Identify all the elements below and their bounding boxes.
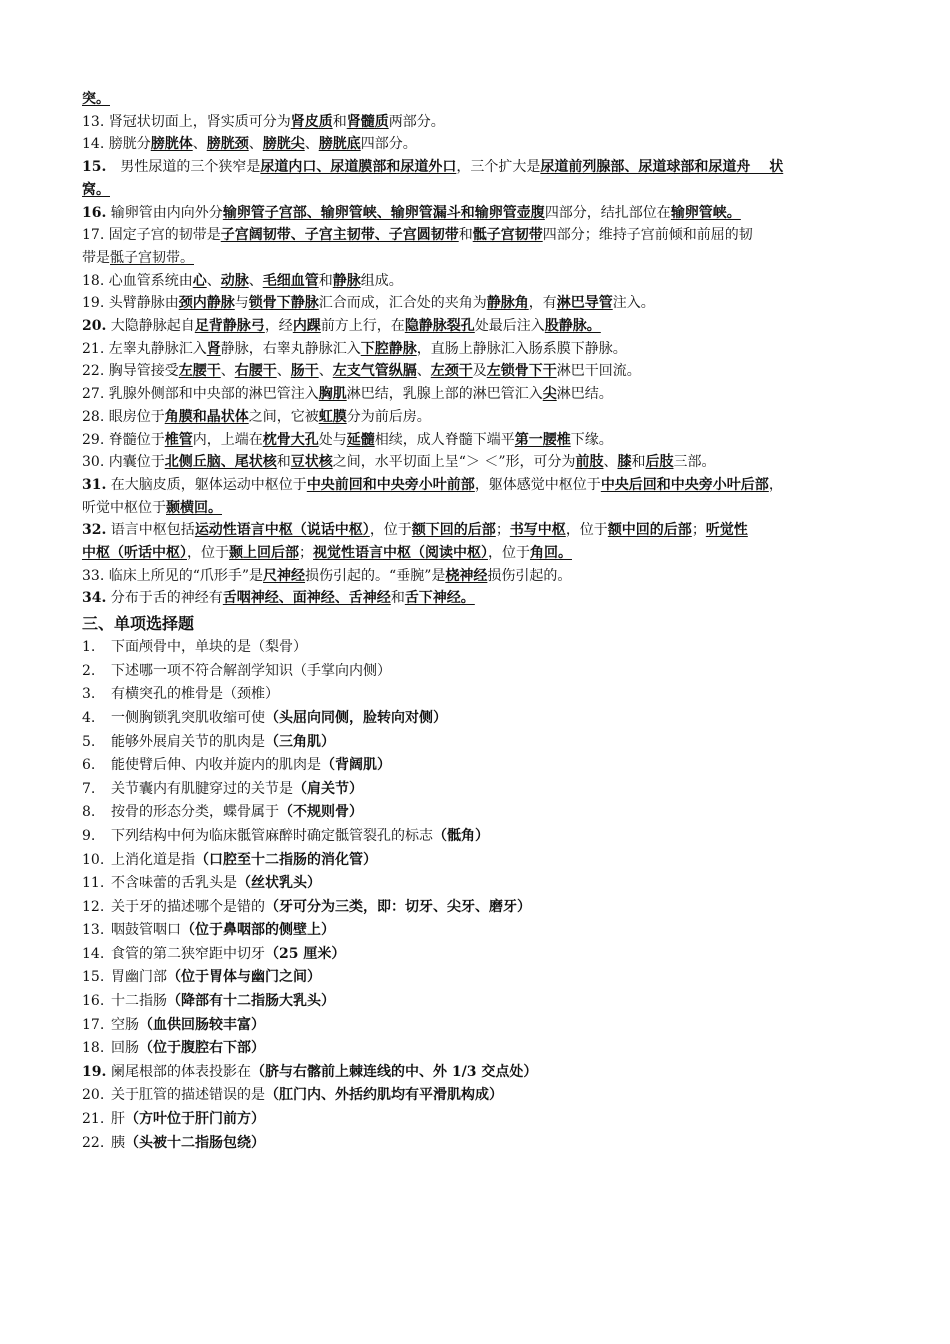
- line-text: 13. 肾冠状切面上，肾实质可分为: [82, 113, 291, 130]
- answer-text: 毛细血管: [262, 272, 319, 289]
- answer-text: 颞上回后部: [229, 545, 299, 562]
- answer-text: 尺神经: [263, 567, 306, 584]
- line-text: 带是: [82, 249, 110, 266]
- line-text: ，位于: [369, 522, 412, 539]
- line-text: 、: [416, 363, 431, 380]
- question-number: 12.: [82, 898, 105, 915]
- answer-text: 角回。: [530, 545, 572, 562]
- answer-text: 延髓: [346, 431, 375, 448]
- line-text: 32.: [82, 522, 107, 539]
- question-answer: （位于胃体与幽门之间）: [167, 969, 321, 986]
- line-text: 之间，水平切面上呈“＞ ＜”形，可分为: [332, 454, 576, 471]
- answer-text: 肾髓质: [346, 113, 389, 130]
- answer-text: 胸肌: [318, 386, 347, 403]
- question-text: 上消化道是指: [111, 851, 195, 868]
- choice-section: [82, 636, 872, 1155]
- question-body: [111, 825, 489, 849]
- question-body: [111, 1014, 265, 1038]
- line-text: 、: [603, 454, 618, 471]
- line-text: 、: [276, 363, 291, 380]
- question-number: 2.: [82, 662, 96, 679]
- answer-text: 额中回的后部: [607, 522, 692, 539]
- line-text: ，: [768, 476, 783, 493]
- answer-text: 锁骨下静脉: [248, 295, 319, 312]
- text-line: [82, 360, 872, 383]
- answer-text: 额下回的后部: [411, 522, 496, 539]
- question-number: 22.: [82, 1134, 105, 1151]
- answer-text: 前肢: [575, 454, 604, 471]
- text-line: [82, 292, 872, 315]
- question-number: 16.: [82, 993, 105, 1010]
- question-text: 关于肛管的描述错误的是: [111, 1087, 265, 1104]
- text-line: [82, 156, 872, 179]
- line-text: 下缘。: [570, 431, 613, 448]
- question-item: [82, 966, 872, 990]
- answer-text: 肾: [206, 340, 221, 357]
- question-number: 7.: [82, 780, 96, 797]
- question-answer: （背阔肌）: [321, 757, 391, 774]
- line-text: 男性尿道的三个狭窄是: [106, 159, 261, 176]
- line-text: 、: [220, 363, 235, 380]
- answer-text: 尿道前列腺部、尿道球部和尿道舟 状: [540, 159, 784, 176]
- question-number: 20.: [82, 1087, 105, 1104]
- answer-text: 尿道内口、尿道膜部和尿道外口: [260, 159, 457, 176]
- line-text: 和: [318, 272, 333, 289]
- answer-text: 舌咽神经、面神经、舌神经: [222, 590, 391, 607]
- answer-text: 第一腰椎: [514, 431, 571, 448]
- line-text: 29. 脊髓位于: [82, 431, 165, 448]
- answer-text: 输卵管子宫部、输卵管峡、输卵管漏斗和输卵管壶腹: [222, 204, 545, 221]
- question-answer: （肩关节）: [293, 780, 363, 797]
- question-text: 下列结构中何为临床骶管麻醉时确定骶管裂孔的标志: [111, 827, 433, 844]
- answer-text: 膝: [617, 454, 632, 471]
- answer-text: 左支气管纵膈: [332, 363, 417, 380]
- line-text: 14. 膀胱分: [82, 136, 151, 153]
- question-text: 一侧胸锁乳突肌收缩可使: [111, 709, 265, 726]
- question-body: [111, 943, 345, 967]
- question-number: 9.: [82, 827, 96, 844]
- question-number: 6.: [82, 757, 96, 774]
- question-text: 阑尾根部的体表投影在: [111, 1063, 251, 1080]
- question-answer: （口腔至十二指肠的消化管）: [195, 851, 377, 868]
- document-page: [82, 88, 872, 1155]
- question-text: 能使臂后伸、内收并旋内的肌肉是: [111, 757, 321, 774]
- text-line: [82, 406, 872, 429]
- line-text: 内，上端在: [192, 431, 263, 448]
- answer-text: 中央后回和中央旁小叶后部: [600, 476, 769, 493]
- text-line: [82, 224, 872, 247]
- question-item: [82, 1061, 872, 1085]
- question-text: 能够外展肩关节的肌肉是: [111, 733, 265, 750]
- question-answer: （梨骨）: [251, 639, 307, 656]
- line-text: 汇合而成，汇合处的夹角为: [318, 295, 487, 312]
- answer-text: 听觉性: [705, 522, 748, 539]
- line-text: 22. 胸导管接受: [82, 363, 179, 380]
- answer-text: 中央前回和中央旁小叶前部: [306, 476, 475, 493]
- line-text: 17. 固定子宫的韧带是: [82, 227, 221, 244]
- question-answer: （方叶位于肝门前方）: [125, 1111, 265, 1128]
- answer-text: 隐静脉裂孔: [404, 318, 475, 335]
- question-answer: （三角肌）: [265, 733, 335, 750]
- question-body: [111, 1132, 265, 1156]
- line-text: 大隐静脉起自: [106, 318, 195, 335]
- line-text: 16.: [82, 204, 107, 221]
- line-text: 、: [248, 136, 263, 153]
- line-text: 分布于舌的神经有: [106, 590, 223, 607]
- question-number: 21.: [82, 1111, 105, 1128]
- answer-text: 膀胱体: [150, 136, 193, 153]
- line-text: 淋巴结，乳腺上部的淋巴管汇入: [346, 386, 543, 403]
- answer-text: 豆状核: [290, 454, 333, 471]
- question-body: [111, 1037, 265, 1061]
- question-text: 回肠: [111, 1040, 139, 1057]
- text-line: [82, 497, 872, 520]
- text-line: [82, 519, 872, 542]
- line-text: 注入。: [612, 295, 655, 312]
- answer-text: 肠干: [290, 363, 319, 380]
- question-body: [111, 849, 377, 873]
- question-text: 空肠: [111, 1016, 139, 1033]
- line-text: 31.: [82, 476, 107, 493]
- question-text: 食管的第二狭窄距中切牙: [111, 945, 265, 962]
- text-line: [82, 270, 872, 293]
- line-text: 两部分。: [388, 113, 445, 130]
- question-answer: （降部有十二指肠大乳头）: [167, 993, 335, 1010]
- line-text: 处最后注入: [474, 318, 545, 335]
- answer-text: 膀胱颈: [206, 136, 249, 153]
- line-text: 30. 内囊位于: [82, 454, 165, 471]
- text-line: [82, 202, 872, 225]
- answer-text: 足背静脉弓: [194, 318, 265, 335]
- answer-text: 书写中枢: [509, 522, 566, 539]
- line-text: ，经: [264, 318, 293, 335]
- question-text: 咽鼓管咽口: [111, 922, 181, 939]
- line-text: 三部。: [673, 454, 716, 471]
- fill-in-section: [82, 88, 872, 610]
- line-text: 、: [318, 363, 333, 380]
- question-text: 下面颅骨中，单块的是: [111, 639, 251, 656]
- line-text: 和: [631, 454, 646, 471]
- question-answer: （肛门内、外括约肌均有平滑肌构成）: [265, 1087, 503, 1104]
- question-text: 胰: [111, 1134, 125, 1151]
- answer-text: 右腰干: [234, 363, 277, 380]
- answer-text: 膀胱尖: [262, 136, 305, 153]
- answer-text: 左腰干: [178, 363, 221, 380]
- question-answer: （位于鼻咽部的侧壁上）: [181, 922, 335, 939]
- question-number: 8.: [82, 804, 96, 821]
- question-number: 5.: [82, 733, 96, 750]
- answer-text: 静脉角: [486, 295, 529, 312]
- line-text: 淋巴结。: [556, 386, 613, 403]
- text-line: [82, 542, 872, 565]
- question-item: [82, 919, 872, 943]
- answer-text: 膀胱底: [318, 136, 361, 153]
- line-text: ，位于: [187, 545, 229, 562]
- answer-text: 后肢: [645, 454, 674, 471]
- line-text: 四部分。: [360, 136, 417, 153]
- answer-text: 椎管: [164, 431, 193, 448]
- answer-text: 虹膜: [318, 408, 347, 425]
- question-answer: （牙可分为三类，即：切牙、尖牙、磨牙）: [265, 898, 531, 915]
- line-text: 33. 临床上所见的“爪形手”是: [82, 567, 264, 584]
- line-text: 21. 左睾丸静脉汇入: [82, 340, 207, 357]
- question-text: 关于牙的描述哪个是错的: [111, 898, 265, 915]
- answer-text: 骶子宫韧带。: [110, 249, 194, 266]
- line-text: 18. 心血管系统由: [82, 272, 193, 289]
- answer-text: 中枢（听话中枢）: [82, 545, 187, 562]
- answer-text: 淋巴导管: [556, 295, 613, 312]
- question-answer: （颈椎）: [223, 686, 279, 703]
- question-number: 18.: [82, 1040, 105, 1057]
- question-body: [111, 872, 321, 896]
- answer-text: 心: [192, 272, 207, 289]
- question-number: 13.: [82, 922, 105, 939]
- answer-text: 子宫阔韧带、子宫主韧带、子宫圆韧带: [220, 227, 459, 244]
- answer-text: 左锁骨下干: [486, 363, 557, 380]
- answer-text: 运动性语言中枢（说话中枢）: [194, 522, 370, 539]
- line-text: 、: [304, 136, 319, 153]
- line-text: 淋巴干回流。: [556, 363, 641, 380]
- question-body: [111, 754, 391, 778]
- answer-text: 静脉: [332, 272, 361, 289]
- text-line: [82, 474, 872, 497]
- line-text: ，位于: [488, 545, 530, 562]
- question-item: [82, 849, 872, 873]
- line-text: ，位于: [565, 522, 608, 539]
- answer-text: 窝。: [82, 181, 110, 198]
- answer-text: 视觉性语言中枢（阅读中枢）: [313, 545, 488, 562]
- question-body: [111, 966, 321, 990]
- line-text: 听觉中枢位于: [82, 499, 166, 516]
- question-answer: （25 厘米）: [265, 945, 346, 962]
- answer-text: 北侧丘脑、尾状核: [164, 454, 277, 471]
- line-text: ；: [691, 522, 706, 539]
- answer-text: 骶子宫韧带: [472, 227, 543, 244]
- question-item: [82, 707, 872, 731]
- text-line: [82, 451, 872, 474]
- question-body: [111, 636, 307, 660]
- question-body: [111, 1108, 265, 1132]
- line-text: ，直肠上静脉汇入肠系膜下静脉。: [416, 340, 627, 357]
- question-item: [82, 896, 872, 920]
- question-body: [111, 660, 391, 684]
- question-item: [82, 778, 872, 802]
- question-text: 下述哪一项不符合解剖学知识: [111, 662, 293, 679]
- question-body: [111, 731, 335, 755]
- question-text: 关节囊内有肌腱穿过的关节是: [111, 780, 293, 797]
- question-text: 胃幽门部: [111, 969, 167, 986]
- question-item: [82, 731, 872, 755]
- line-text: 与: [234, 295, 249, 312]
- line-text: 损伤引起的。: [487, 567, 572, 584]
- question-body: [111, 919, 335, 943]
- line-text: 四部分；维持子宫前倾和前屈的韧: [542, 227, 753, 244]
- answer-text: 颈内静脉: [178, 295, 235, 312]
- answer-text: 下腔静脉: [360, 340, 417, 357]
- line-text: 相续，成人脊髓下端平: [374, 431, 515, 448]
- line-text: ，躯体感觉中枢位于: [474, 476, 601, 493]
- question-answer: （不规则骨）: [279, 804, 363, 821]
- question-item: [82, 1084, 872, 1108]
- question-item: [82, 1132, 872, 1156]
- answer-text: 桡神经: [445, 567, 488, 584]
- section-title: 三、单项选择题: [82, 614, 195, 634]
- line-text: 28. 眼房位于: [82, 408, 165, 425]
- line-text: ，三个扩大是: [456, 159, 541, 176]
- question-item: [82, 1014, 872, 1038]
- answer-text: 颞横回。: [166, 499, 222, 516]
- question-item: [82, 754, 872, 778]
- answer-text: 股静脉。: [544, 318, 601, 335]
- line-text: 静脉，右睾丸静脉汇入: [220, 340, 361, 357]
- question-answer: （手掌向内侧）: [293, 662, 391, 679]
- line-text: 20.: [82, 318, 107, 335]
- question-text: 有横突孔的椎骨是: [111, 686, 223, 703]
- question-number: 11.: [82, 875, 105, 892]
- text-line: [82, 179, 872, 202]
- line-text: 34.: [82, 590, 107, 607]
- question-answer: （骶角）: [433, 827, 489, 844]
- line-text: ；: [299, 545, 313, 562]
- question-number: 3.: [82, 686, 96, 703]
- answer-text: 内踝: [292, 318, 321, 335]
- question-body: [111, 990, 335, 1014]
- line-text: 和: [332, 113, 347, 130]
- question-body: [111, 1061, 537, 1085]
- question-number: 15.: [82, 969, 105, 986]
- question-text: 不含味蕾的舌乳头是: [111, 875, 237, 892]
- question-answer: （头屈向同侧，脸转向对侧）: [265, 709, 447, 726]
- question-text: 按骨的形态分类，蝶骨属于: [111, 804, 279, 821]
- answer-text: 肾皮质: [290, 113, 333, 130]
- question-item: [82, 636, 872, 660]
- text-line: [82, 111, 872, 134]
- answer-text: 舌下神经。: [404, 590, 475, 607]
- text-line: [82, 587, 872, 610]
- line-text: 损伤引起的。“垂腕”是: [305, 567, 446, 584]
- question-body: [111, 1084, 503, 1108]
- text-line: [82, 429, 872, 452]
- question-item: [82, 990, 872, 1014]
- text-line: [82, 338, 872, 361]
- question-answer: （丝状乳头）: [237, 875, 321, 892]
- line-text: 语言中枢包括: [106, 522, 195, 539]
- question-body: [111, 683, 279, 707]
- question-body: [111, 801, 363, 825]
- line-text: 和: [458, 227, 473, 244]
- line-text: ，有: [528, 295, 557, 312]
- question-item: [82, 801, 872, 825]
- answer-text: 角膜和晶状体: [164, 408, 249, 425]
- line-text: 之间，它被: [248, 408, 319, 425]
- question-number: 4.: [82, 709, 96, 726]
- text-line: [82, 315, 872, 338]
- text-line: [82, 383, 872, 406]
- question-item: [82, 943, 872, 967]
- question-item: [82, 660, 872, 684]
- line-text: 和: [390, 590, 405, 607]
- question-number: 1.: [82, 639, 96, 656]
- question-body: [111, 707, 447, 731]
- line-text: 处与: [318, 431, 347, 448]
- question-number: 14.: [82, 945, 105, 962]
- answer-text: 枕骨大孔: [262, 431, 319, 448]
- line-text: 四部分，结扎部位在: [544, 204, 671, 221]
- question-body: [111, 896, 531, 920]
- question-text: 十二指肠: [111, 993, 167, 1010]
- line-text: ；: [495, 522, 510, 539]
- question-item: [82, 1108, 872, 1132]
- answer-text: 突。: [82, 91, 110, 107]
- line-text: 输卵管由内向外分: [106, 204, 223, 221]
- question-body: [111, 778, 363, 802]
- question-item: [82, 872, 872, 896]
- question-answer: （脐与右髂前上棘连线的中、外 1/3 交点处）: [251, 1063, 538, 1080]
- text-line: [82, 565, 872, 588]
- line-text: 19. 头臂静脉由: [82, 295, 179, 312]
- line-text: 及: [472, 363, 487, 380]
- text-line: [82, 247, 872, 270]
- question-text: 肝: [111, 1111, 125, 1128]
- line-text: 在大脑皮质，躯体运动中枢位于: [106, 476, 307, 493]
- line-text: 组成。: [360, 272, 403, 289]
- text-line: [82, 88, 872, 111]
- answer-text: 左颈干: [430, 363, 473, 380]
- question-answer: （头被十二指肠包绕）: [125, 1134, 265, 1151]
- question-number: 17.: [82, 1016, 105, 1033]
- line-text: 和: [276, 454, 291, 471]
- question-item: [82, 683, 872, 707]
- answer-text: 动脉: [220, 272, 249, 289]
- line-text: 前方上行，在: [320, 318, 405, 335]
- line-text: 、: [206, 272, 221, 289]
- line-text: 、: [192, 136, 207, 153]
- line-text: 27. 乳腺外侧部和中央部的淋巴管注入: [82, 386, 319, 403]
- line-text: 15.: [82, 159, 107, 176]
- question-number: 19.: [82, 1063, 107, 1080]
- answer-text: 输卵管峡。: [670, 204, 741, 221]
- question-item: [82, 1037, 872, 1061]
- answer-text: 尖: [542, 386, 557, 403]
- line-text: 、: [248, 272, 263, 289]
- line-text: 分为前后房。: [346, 408, 431, 425]
- question-answer: （位于腹腔右下部）: [139, 1040, 265, 1057]
- question-number: 10.: [82, 851, 105, 868]
- question-answer: （血供回肠较丰富）: [139, 1016, 265, 1033]
- question-item: [82, 825, 872, 849]
- text-line: [82, 133, 872, 156]
